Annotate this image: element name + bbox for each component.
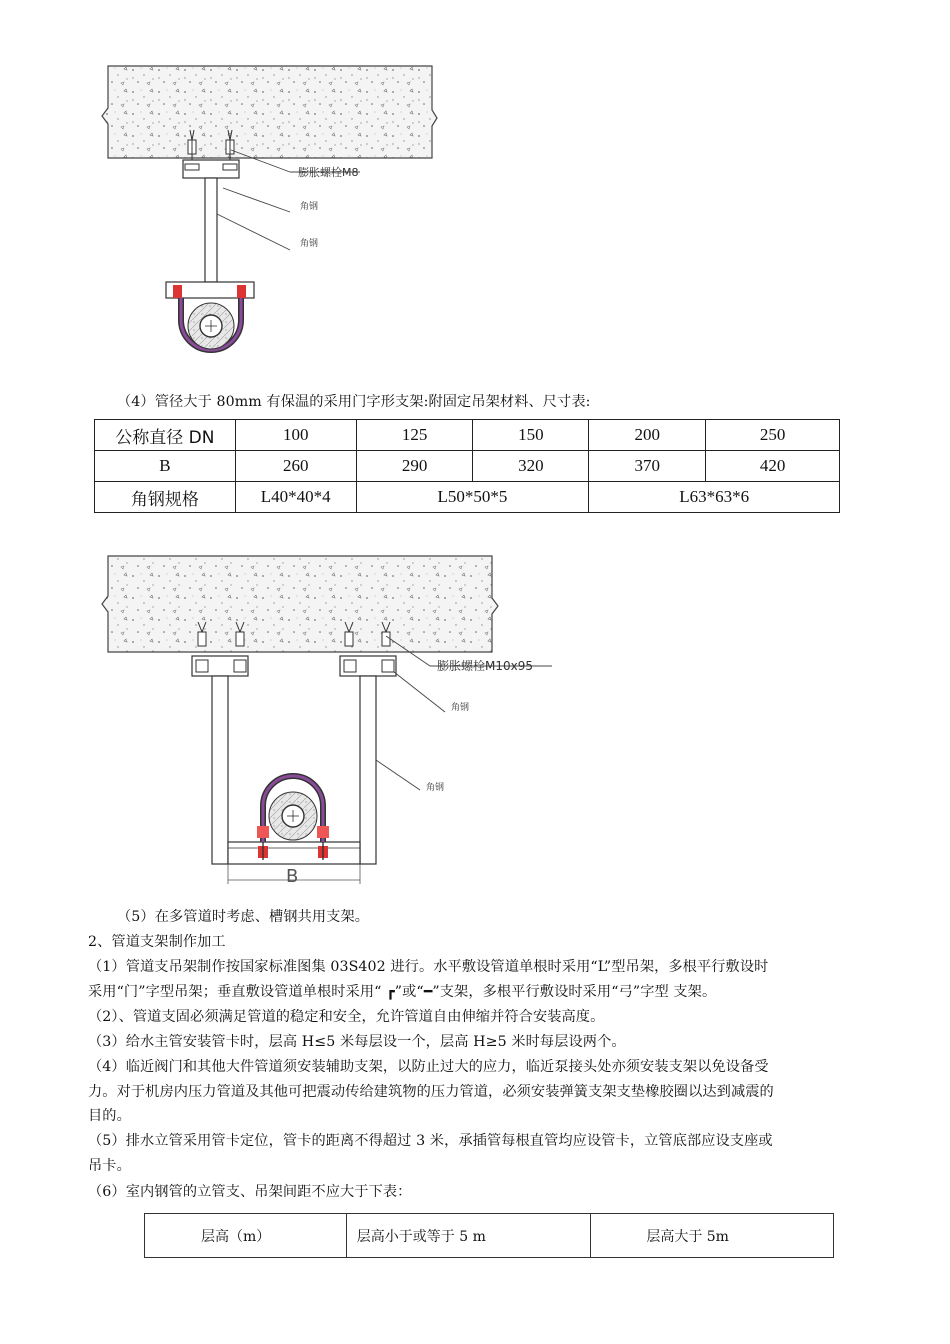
concrete-slab (102, 556, 498, 652)
label-angle-steel-2: 角钢 (426, 783, 445, 793)
table-cell: L40*40*4 (235, 482, 356, 513)
table-cell: 370 (589, 451, 706, 482)
table-row (145, 1214, 834, 1258)
table-row-b (95, 451, 840, 482)
paragraph-1-line-1: （1）管道支吊架制作按国家标准图集 03S402 进行。水平敷设管道单根时采用“L”型吊架，多根平行敷设时 (88, 959, 769, 975)
label-angle-steel-1: 角钢 (300, 202, 319, 212)
table-cell: 250 (706, 420, 840, 451)
angle-steel-rod (205, 178, 217, 282)
table-cell: 150 (473, 420, 589, 451)
table-cell: L50*50*5 (356, 482, 589, 513)
table-cell: 125 (356, 420, 473, 451)
angle-steel-leg-right (360, 676, 376, 864)
table-cell: 200 (589, 420, 706, 451)
table-cell: 层高大于 5m (591, 1214, 834, 1258)
support-span-table (144, 1213, 834, 1258)
paragraph-1-line-2: 采用“门”字型吊架；垂直敷设管道单根时采用“ ┏”或“━”支架，多根平行敷设时采用“弓”字型 支架。 (88, 984, 717, 1000)
table-cell: L63*63*6 (589, 482, 840, 513)
base-plate-left (192, 656, 248, 676)
paragraph-4-line-1: （4）临近阀门和其他大件管道须安装辅助支架，以防止过大的应力，临近泵接头处亦须安装支架以免设备受 (88, 1059, 769, 1075)
base-plate (183, 160, 239, 178)
hanger-drawing-single (0, 0, 950, 380)
table-cell: 层高（m） (145, 1214, 347, 1258)
label-angle-steel-2: 角钢 (300, 239, 319, 249)
caption-4: （4）管径大于 80mm 有保温的采用门字形支架:附固定吊架材料、尺寸表: (117, 394, 591, 410)
table-cell-header: B (95, 451, 236, 482)
hanger-spec-table (94, 419, 840, 513)
table-row-angle (95, 482, 840, 513)
paragraph-5-line-2: 吊卡。 (88, 1158, 131, 1174)
label-bolt-m10: 膨胀螺栓M10x95 (437, 659, 533, 673)
paragraph-5-line-1: （5）排水立管采用管卡定位，管卡的距离不得超过 3 米，承插管每根直管均应设管卡，立管底部应设支座或 (88, 1133, 773, 1149)
table-cell: 420 (706, 451, 840, 482)
table-row-dn (95, 420, 840, 451)
paragraph-4-line-2: 力。对于机房内压力管道及其他可把震动传给建筑物的压力管道，必须安装弹簧支架支垫橡胶圈以达到减震的 (88, 1084, 774, 1100)
table-cell-header: 角钢规格 (95, 482, 236, 513)
paragraph-4-line-3: 目的。 (88, 1108, 131, 1124)
label-dimension-b: B (286, 866, 299, 887)
caption-5: （5）在多管道时考虑、槽钢共用支架。 (117, 909, 370, 925)
base-plate-right (340, 656, 396, 676)
section-title: 2、管道支架制作加工 (88, 934, 226, 950)
paragraph-6: （6）室内钢管的立管支、吊架间距不应大于下表： (88, 1184, 412, 1200)
hanger-drawing-gate (0, 540, 950, 890)
cross-beam (228, 842, 360, 864)
concrete-slab (102, 66, 437, 158)
label-bolt-m8: 膨胀螺栓M8 (298, 166, 359, 179)
paragraph-3: （3）给水主管安装管卡时，层高 H≤5 米每层设一个，层高 H≥5 米时每层设两个。 (88, 1034, 626, 1050)
table-cell-header: 公称直径 DN (95, 420, 236, 451)
angle-steel-leg-left (212, 676, 228, 864)
paragraph-2: （2）、管道支固必须满足管道的稳定和安全，允许管道自由伸缩并符合安装高度。 (88, 1009, 605, 1025)
table-cell: 320 (473, 451, 589, 482)
label-angle-steel-1: 角钢 (451, 703, 470, 713)
table-cell: 层高小于或等于 5 m (346, 1214, 591, 1258)
table-cell: 290 (356, 451, 473, 482)
table-cell: 100 (235, 420, 356, 451)
table-cell: 260 (235, 451, 356, 482)
